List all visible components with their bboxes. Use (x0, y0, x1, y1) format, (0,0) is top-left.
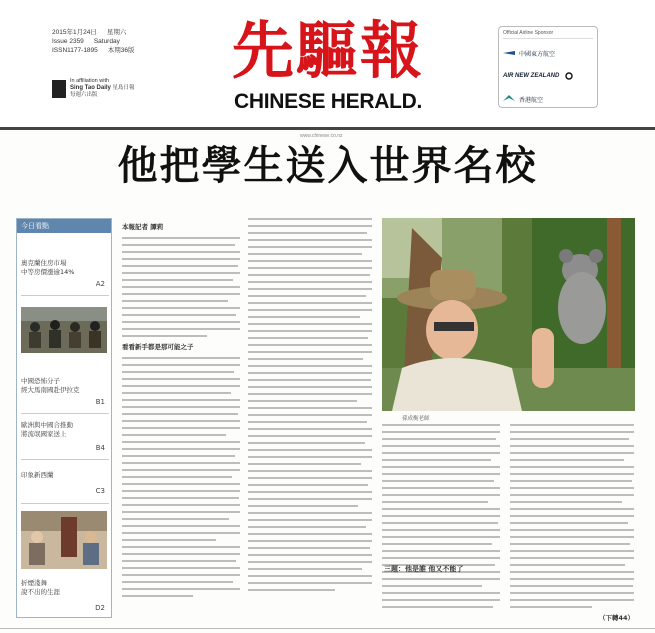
koru-icon (563, 72, 575, 80)
sidebar-item-2-text: 中國恐怖分子 經大馬南國赴伊拉克 (21, 377, 80, 394)
page-bottom-rule (0, 628, 655, 629)
partner-line2: Sing Tao Daily (70, 85, 111, 91)
partner-emblem-icon (52, 80, 66, 98)
sidebar-item-1[interactable] (21, 259, 109, 288)
issue-info (52, 28, 135, 55)
partner-line3: 星島日報 (112, 85, 135, 91)
airline-sponsor-box (498, 26, 598, 108)
byline: 本報記者 譚莉 (122, 223, 164, 231)
masthead (0, 0, 655, 128)
partner-logo (52, 78, 134, 99)
sponsor-airline-2-name: AIR NEW ZEALAND (503, 73, 560, 79)
sidebar-title: 今日看點 (17, 219, 111, 233)
sidebar-item-2-code: B1 (95, 398, 105, 406)
issue-number: Issue 2359 (52, 38, 84, 45)
brand-logo-en: CHINESE HERALD. (233, 90, 423, 113)
article-column-3 (382, 424, 500, 613)
issue-weekday-cn: 星期六 (106, 29, 127, 36)
sidebar-item-4-text: 印象新西蘭 (21, 471, 54, 479)
photo-caption: 孫成衡老師 (402, 416, 430, 422)
sponsor-header: Official Airline Sponsor (503, 30, 593, 39)
article-column-2 (248, 218, 372, 596)
bird-icon (503, 95, 515, 103)
issue-date: 2015年1月24日 (52, 29, 97, 36)
issue-issn: ISSN1177-1895 (52, 47, 98, 54)
issue-edition: 本期36版 (107, 47, 135, 54)
article-column-4 (510, 424, 634, 628)
sidebar-index (16, 218, 112, 618)
lower-subhead: 三題：他是誰 他又不能了 (384, 565, 464, 573)
sponsor-airline-3 (503, 90, 593, 108)
issue-weekday-en: Saturday (93, 38, 120, 45)
sidebar-divider (21, 413, 109, 414)
sidebar-item-1-code: A2 (95, 280, 105, 288)
article-column-1 (122, 218, 240, 602)
sidebar-item-4-code: C3 (95, 487, 105, 495)
sidebar-item-5-code: D2 (95, 604, 105, 612)
sidebar-item-3[interactable] (21, 421, 109, 452)
sidebar-item-5[interactable] (21, 579, 109, 612)
sidebar-divider (21, 503, 109, 504)
sponsor-airline-1 (503, 44, 593, 62)
sidebar-divider (21, 459, 109, 460)
plane-icon (503, 49, 515, 57)
article-photo (382, 218, 635, 411)
continued-note: （下轉44） (598, 614, 634, 622)
sidebar-item-3-text: 歐洲與中國合推動 將流氓國家送上 (21, 421, 73, 438)
sidebar-photo-performers (21, 511, 107, 569)
sidebar-item-2[interactable] (21, 377, 109, 406)
sponsor-airline-1-name: 中國東方航空 (519, 51, 556, 58)
sponsor-airline-2 (503, 67, 593, 85)
sidebar-item-3-code: B4 (95, 444, 105, 452)
website-url[interactable]: www.chinese.co.nz (300, 133, 343, 139)
sidebar-photo-soldiers (21, 307, 107, 353)
sidebar-item-5-text: 折煙淺舞 說不出的生涯 (21, 579, 60, 596)
brand-logo-cn: 先驅報 (231, 14, 424, 87)
sidebar-divider (21, 295, 109, 296)
headline: 他把學生送入世界名校 (117, 143, 538, 189)
partner-line4: 每週六出版 (70, 92, 98, 98)
masthead-rule (0, 127, 655, 130)
sponsor-airline-3-name: 香港航空 (519, 97, 544, 104)
section-subhead: 看看新手都是那可能之子 (122, 343, 194, 351)
sidebar-item-4[interactable] (21, 471, 109, 495)
partner-line1: In affiliation with (70, 78, 110, 84)
sidebar-item-1-text: 奧克蘭住房市場 中等房價漲逾14% (21, 259, 75, 276)
